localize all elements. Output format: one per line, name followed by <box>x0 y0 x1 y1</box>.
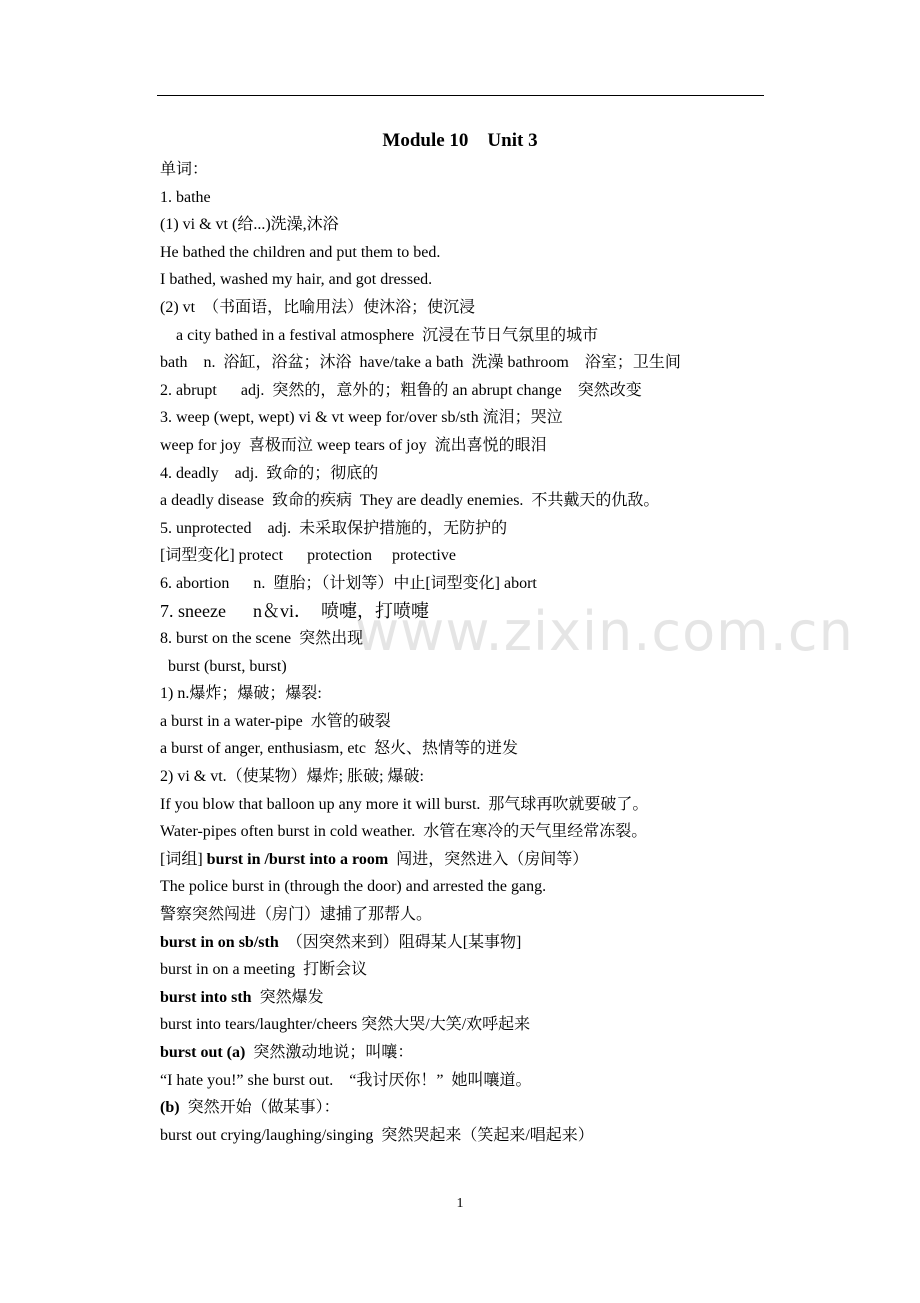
text-line: weep for joy 喜极而泣 weep tears of joy 流出喜悦的眼泪 <box>160 436 547 454</box>
text-line: “I hate you!” she burst out. “我讨厌你！” 她叫嚷道。 <box>160 1071 532 1089</box>
text-line: burst out (a) 突然激动地说；叫嚷： <box>160 1044 414 1061</box>
text-line: 3. weep (wept, wept) vi & vt weep for/over sb/sth 流泪；哭泣 <box>160 409 563 427</box>
text-line: a burst of anger, enthusiasm, etc 怒火、热情等的迸发 <box>160 740 518 758</box>
watermark: www.zixin.com.cn <box>355 600 854 663</box>
text-line: Water-pipes often burst in cold weather. 水管在寒冷的天气里经常冻裂。 <box>160 823 648 841</box>
text-line: burst in on sb/sth （因突然来到）阻碍某人[某事物] <box>160 933 522 951</box>
text-line: [词组] burst in /burst into a room 闯进，突然进入（房间等） <box>160 850 589 868</box>
text-line: He bathed the children and put them to bed. <box>160 243 441 261</box>
text-line: The police burst in (through the door) and arrested the gang. <box>160 878 547 896</box>
text-line: (1) vi & vt (给...)洗澡,沐浴 <box>160 216 339 234</box>
text-line: 2) vi & vt.（使某物）爆炸; 胀破; 爆破: <box>160 768 425 786</box>
text-line: burst into sth 突然爆发 <box>160 988 324 1006</box>
text-line: bath n. 浴缸，浴盆；沐浴 have/take a bath 洗澡 bathroom 浴室；卫生间 <box>160 354 681 372</box>
text-line: 5. unprotected adj. 未采取保护措施的，无防护的 <box>160 519 508 537</box>
text-line: 7. sneeze n＆vi． 喷嚏，打喷嚏 <box>160 600 429 621</box>
page-title: Module 10 Unit 3 <box>382 130 538 151</box>
text-line: a deadly disease 致命的疾病 They are deadly enemies. 不共戴天的仇敌。 <box>160 492 660 510</box>
text-line: 4. deadly adj. 致命的；彻底的 <box>160 464 379 482</box>
text-line: 6. abortion n. 堕胎；（计划等）中止[词型变化] abort <box>160 574 537 592</box>
text-line: I bathed, washed my hair, and got dressed. <box>160 271 433 289</box>
text-line: burst (burst, burst) <box>160 657 287 675</box>
text-line: If you blow that balloon up any more it will burst. 那气球再吹就要破了。 <box>160 795 649 813</box>
text-line: 1) n.爆炸；爆破；爆裂: <box>160 685 322 703</box>
text-line: burst into tears/laughter/cheers 突然大哭/大笑/欢呼起来 <box>160 1016 531 1034</box>
text-line: (b) 突然开始（做某事）： <box>160 1099 340 1117</box>
page-number: 1 <box>456 1196 464 1211</box>
text-line: 警察突然闯进（房门）逮捕了那帮人。 <box>160 906 433 924</box>
text-line: a burst in a water-pipe 水管的破裂 <box>160 712 391 730</box>
text-line: a city bathed in a festival atmosphere 沉浸在节日气氛里的城市 <box>160 326 599 344</box>
text-line: (2) vt （书面语，比喻用法）使沐浴；使沉浸 <box>160 298 476 316</box>
header-rule <box>157 95 764 96</box>
text-line: burst in on a meeting 打断会议 <box>160 961 368 979</box>
text-line: burst out crying/laughing/singing 突然哭起来（笑起来/唱起来） <box>160 1126 594 1144</box>
text-line: 2. abrupt adj. 突然的，意外的；粗鲁的 an abrupt change 突然改变 <box>160 381 642 399</box>
text-line: 8. burst on the scene 突然出现 <box>160 630 364 648</box>
text-line: 1. bathe <box>160 188 211 206</box>
text-line: 单词： <box>160 161 209 178</box>
text-line: [词型变化] protect protection protective <box>160 547 456 565</box>
